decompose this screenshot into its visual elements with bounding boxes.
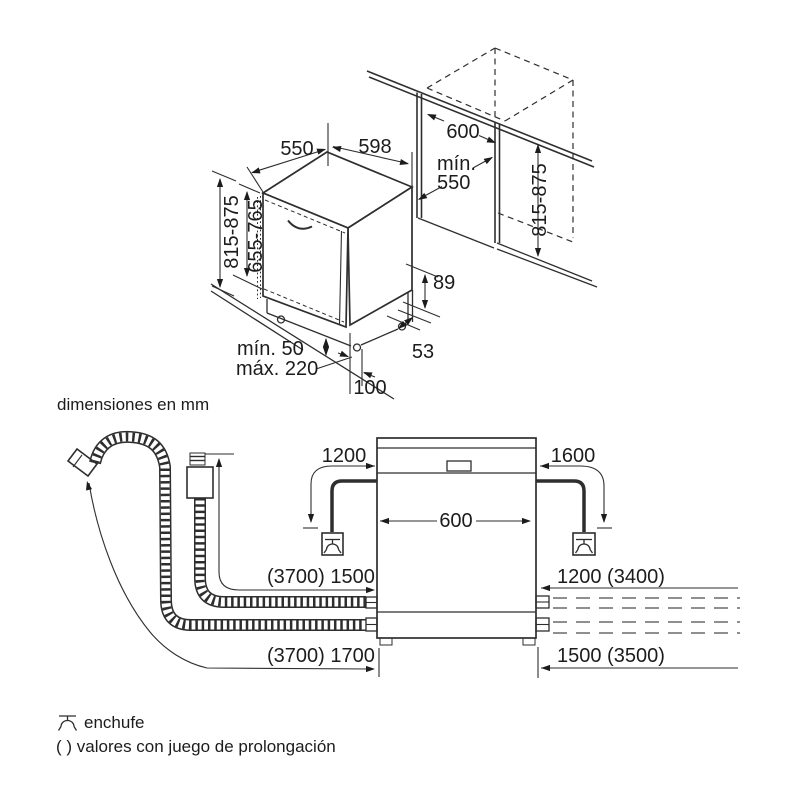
dim-drain-extended (541, 645, 738, 671)
socket-legend-icon (59, 716, 77, 731)
depth-label: 550 (280, 138, 314, 160)
left-foot (380, 638, 392, 645)
worktop (367, 71, 594, 167)
width-label: 598 (358, 136, 392, 158)
aquastop-valve (187, 453, 213, 498)
appliance-width-label: 600 (439, 510, 473, 532)
power-cable-left (332, 481, 377, 532)
front-right-foot (354, 344, 361, 351)
hose-stubs-left (366, 597, 377, 631)
cord-left-label: 1200 (321, 445, 367, 467)
dim-height-right (529, 144, 551, 257)
dim-niche-depth-min-550 (416, 153, 494, 203)
right-foot (523, 638, 535, 645)
rear-base-height-label: 89 (433, 272, 456, 294)
legend (56, 713, 336, 756)
cord-extended-label: 1200 (3400) (557, 566, 665, 588)
dim-plinth-range (236, 338, 352, 380)
dishwasher-isometric (258, 152, 413, 351)
dim-cord-extended (541, 566, 738, 591)
dim-niche-width-600 (426, 111, 497, 146)
dim-supply-hose (205, 454, 375, 593)
extension-note: ( ) valores con juego de prolongación (56, 737, 336, 756)
niche-width-label: 600 (446, 121, 480, 143)
niche-depth-value: 550 (437, 172, 471, 194)
socket-icon-left (322, 533, 343, 555)
hose-connection-diagram (68, 437, 740, 678)
niche-depth-min-label: mín. (437, 153, 476, 175)
drain-extended-label: 1500 (3500) (557, 645, 665, 667)
rear-foot-offset-label: 53 (411, 341, 435, 363)
dishwasher-front-view (366, 438, 549, 645)
drain-hose-label: (3700) 1700 (267, 645, 375, 667)
built-in-installation-diagram (211, 48, 597, 399)
dim-rear-offset-53 (387, 310, 434, 363)
plinth-max-label: máx. 220 (236, 358, 319, 380)
cabinet-right-panel (495, 122, 500, 243)
front-foot-offset-label: 100 (353, 377, 387, 399)
dim-cord-left-1200 (303, 445, 375, 528)
dim-cord-right-1600 (540, 445, 612, 528)
supply-hose-label: (3700) 1500 (267, 566, 375, 588)
hose-stubs-right (536, 596, 549, 631)
cord-right-label: 1600 (550, 445, 596, 467)
power-cable-right (536, 481, 584, 532)
extension-hoses-dashed (553, 598, 740, 633)
units-caption: dimensiones en mm (57, 395, 210, 414)
height-left-label: 815-875 (221, 195, 243, 269)
socket-legend-label: enchufe (84, 713, 145, 732)
plinth-min-label: mín. 50 (237, 338, 304, 360)
dim-front-offset-100 (338, 333, 387, 399)
height-right-label: 815-875 (529, 163, 551, 237)
socket-icon-right (573, 533, 595, 555)
tap-adapter (190, 453, 205, 465)
door-height-label: 655-765 (245, 199, 267, 273)
